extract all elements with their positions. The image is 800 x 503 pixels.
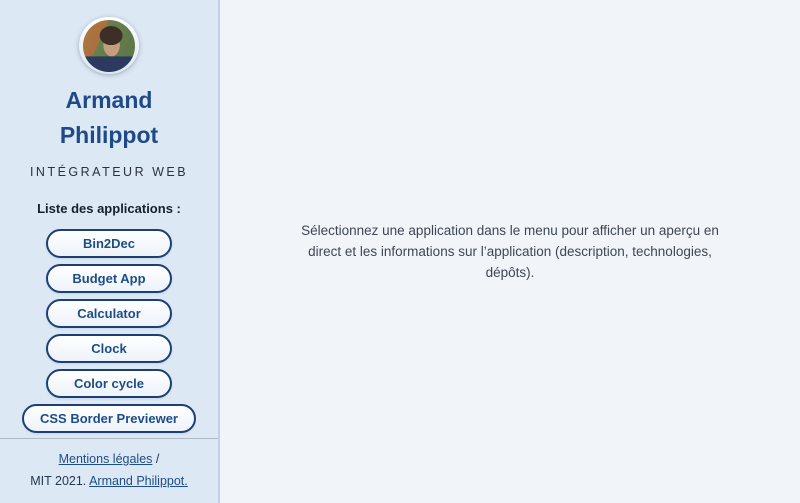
apps-list-heading: Liste des applications :: [37, 201, 181, 216]
app-button-calculator[interactable]: Calculator: [46, 299, 172, 328]
main-content: [220, 0, 800, 503]
sidebar-footer: [0, 438, 218, 503]
apps-list: [22, 229, 196, 438]
avatar-ring: [79, 17, 139, 74]
footer-separator: /: [155, 452, 160, 466]
license-text: MIT 2021.: [30, 474, 87, 488]
app-button-bin2dec[interactable]: Bin2Dec: [46, 229, 172, 258]
legal-row: [0, 448, 218, 470]
avatar-photo: [83, 20, 135, 72]
app-button-clock[interactable]: Clock: [46, 334, 172, 363]
job-title: INTÉGRATEUR WEB: [29, 165, 189, 179]
sidebar: [0, 0, 220, 503]
last-name: Philippot: [59, 122, 159, 148]
first-name: Armand: [65, 87, 153, 113]
legal-link[interactable]: Mentions légales: [58, 452, 153, 466]
app-button-color-cycle[interactable]: Color cycle: [46, 369, 172, 398]
author-link[interactable]: Armand Philippot.: [89, 474, 188, 488]
app-button-budget-app[interactable]: Budget App: [46, 264, 172, 293]
site-title: [60, 83, 158, 153]
app-button-css-border-previewer[interactable]: CSS Border Previewer: [22, 404, 196, 433]
license-row: [0, 470, 218, 492]
app-selection-placeholder-text: Sélectionnez une application dans le menu pour afficher un aperçu en direct et les informations sur l’application (description, technologies, dépôts).: [301, 223, 719, 280]
